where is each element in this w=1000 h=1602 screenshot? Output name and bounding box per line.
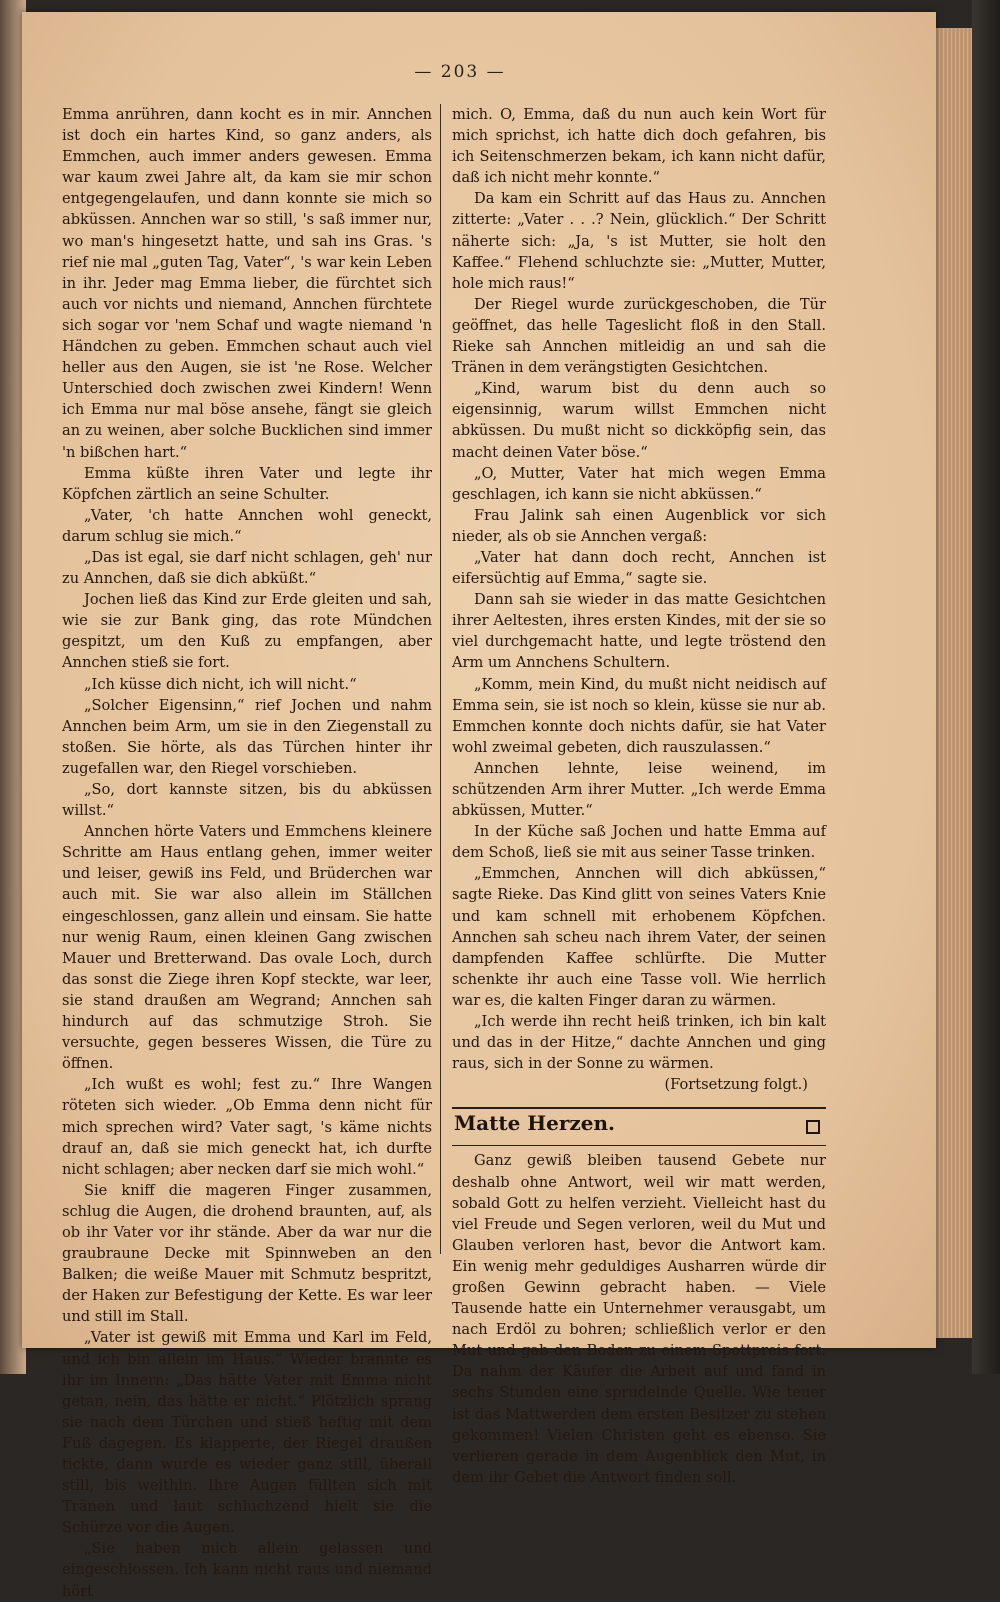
paragraph: „O, Mutter, Vater hat mich wegen Emma geschlagen, ich kann sie nicht abküssen.“ xyxy=(452,464,826,503)
paragraph: Dann sah sie wieder in das matte Gesichtchen ihrer Aeltesten, ihres ersten Kindes, mit der sie so viel durchgemacht hatte, und legte tröstend den Arm um Annchens Schultern. xyxy=(452,591,826,672)
paragraph: Da kam ein Schritt auf das Haus zu. Annchen zitterte: „Vater . . .? Nein, glücklich.“ Der Schritt näherte sich: „Ja, 's ist Mutter, sie holt den Kaffee.“ Flehend schluchzte sie: „Mutter, Mutter, hole mich raus!“ xyxy=(452,190,826,292)
page-stack-edge xyxy=(932,28,974,1338)
paragraph: „Sie haben mich allein gelassen und eingeschlossen. Ich kann nicht raus und niemand hört xyxy=(62,1540,432,1600)
paragraph: „Ich werde ihn recht heiß trinken, ich bin kalt und das in der Hitze,“ dachte Annchen und ging raus, sich in der Sonne zu wärmen. xyxy=(452,1013,826,1073)
paragraph: „Vater ist gewiß mit Emma und Karl im Feld, und ich bin allein im Haus.“ Wieder brannte es ihr im Innern: „Das hätte Vater mit Emma nicht getan, nein, das hätte er nicht.“ Plötzlich sprang sie nach dem Türchen und stieß heftig mit dem Fuß dagegen. Es klapperte, der Riegel draußen tickte, dann wurde es wieder ganz still, überall still, bis weithin. Ihre Augen füllten sich mit Tränen und laut schluchzend hielt sie die Schürze vor die Augen. xyxy=(62,1329,432,1537)
paragraph: „Vater hat dann doch recht, Annchen ist eifersüchtig auf Emma,“ sagte sie. xyxy=(452,548,826,588)
paragraph: Annchen lehnte, leise weinend, im schützenden Arm ihrer Mutter. „Ich werde Emma abküssen, Mutter.“ xyxy=(452,759,826,820)
paragraph: „Kind, warum bist du denn auch so eigensinnig, warum willst Emmchen nicht abküssen. Du mußt nicht so dickköpfig sein, das macht deinen Vater böse.“ xyxy=(452,380,826,461)
section-body: Ganz gewiß bleiben tausend Gebete nur deshalb ohne Antwort, weil wir matt werden, sobald Gott zu helfen verzieht. Vielleicht hast du viel Freude und Segen verloren, weil du Mut und Glauben verloren hast, bevor die Antwort kam. Ein wenig mehr geduldiges Ausharren würde dir großen Gewinn gebracht haben. — Viele Tausende hatte ein Unternehmer verausgabt, um nach Erdöl zu bohren; schließlich verlor er den Mut und gab den Boden zu einem Spottpreis fort. Da nahm der Käufer die Arbeit auf und fand in sechs Stunden eine sprudelnde Quelle. Wie teuer ist das Mattwerden dem ersten Besitzer zu stehen gekommen! Vielen Christen geht es ebenso. Sie verlieren gerade in dem Augenblick den Mut, in dem ihr Gebet die Antwort finden soll. xyxy=(452,1152,826,1486)
paragraph: „So, dort kannste sitzen, bis du abküssen willst.“ xyxy=(62,781,432,820)
paragraph: „Emmchen, Annchen will dich abküssen,“ sagte Rieke. Das Kind glitt von seines Vaters Knie und kam schnell mit erhobenem Köpfchen. Annchen sah scheu nach ihrem Vater, der seinen dampfenden Kaffee schlürfte. Die Mutter schenkte ihr auch eine Tasse voll. Wie herrlich war es, die kalten Finger daran zu wärmen. xyxy=(452,865,826,1009)
section-title: Matte Herzen. xyxy=(454,1111,616,1136)
paragraph: Jochen ließ das Kind zur Erde gleiten und sah, wie sie zur Bank ging, das rote Mündchen gespitzt, um den Kuß zu empfangen, aber Annchen stieß sie fort. xyxy=(62,591,432,672)
paragraph: „Das ist egal, sie darf nicht schlagen, geh' nur zu Annchen, daß sie dich abküßt.“ xyxy=(62,548,432,588)
paragraph: Emma anrühren, dann kocht es in mir. Annchen ist doch ein hartes Kind, so ganz anders, als Emmchen, auch immer anders gewesen. Emma war kaum zwei Jahre alt, da kam sie mir schon entgegengelaufen, und dann konnte sie mich so abküssen. Annchen war so still, 's saß immer nur, wo man's hingesetzt hatte, und sah ins Gras. 's rief nie mal „guten Tag, Vater“, 's war kein Leben in ihr. Jeder mag Emma lieber, die fürchtet sich auch vor nichts und niemand, Annchen fürchtete sich sogar vor 'nem Schaf und wagte niemand 'n Händchen zu geben. Emmchen schaut auch viel heller aus den Augen, sie ist 'ne Rose. Welcher Unterschied doch zwischen zwei Kindern! Wenn ich Emma nur mal böse ansehe, fängt sie gleich an zu weinen, aber solche Bucklichen sind immer 'n bißchen hart.“ xyxy=(62,106,432,461)
paragraph: Frau Jalink sah einen Augenblick vor sich nieder, als ob sie Annchen vergaß: xyxy=(452,506,826,545)
paragraph: „Ich wußt es wohl; fest zu.“ Ihre Wangen röteten sich wieder. „Ob Emma denn nicht für mich sprechen wird? Vater sagt, 's käme nichts drauf an, daß sie mich geneckt hat, ich durfte nicht schlagen; aber necken darf sie mich wohl.“ xyxy=(62,1076,432,1178)
paragraph: „Komm, mein Kind, du mußt nicht neidisch auf Emma sein, sie ist noch so klein, küsse sie nur ab. Emmchen konnte doch nichts dafür, sie hat Vater wohl zweimal gebeten, dich rauszulassen.“ xyxy=(452,675,826,756)
page-number: — 203 — xyxy=(414,62,506,82)
left-column xyxy=(62,104,432,1602)
paragraph: „Vater, 'ch hatte Annchen wohl geneckt, darum schlug sie mich.“ xyxy=(62,506,432,545)
paragraph: „Ich küsse dich nicht, ich will nicht.“ xyxy=(84,675,357,693)
paragraph: Sie kniff die mageren Finger zusammen, schlug die Augen, die drohend braunten, auf, als ob ihr Vater vor ihr stände. Aber da war nur die graubraune Decke mit Spinnweben an den Balken; die weiße Mauer mit Schmutz bespritzt, der Haken zur Befestigung der Kette. Es war leer und still im Stall. xyxy=(62,1181,432,1326)
paragraph: Der Riegel wurde zurückgeschoben, die Tür geöffnet, das helle Tageslicht floß in den Stall. Rieke sah Annchen mitleidig an und sah die Tränen in dem verängstigten Gesichtchen. xyxy=(452,295,826,377)
paragraph: „Solcher Eigensinn,“ rief Jochen und nahm Annchen beim Arm, um sie in den Ziegenstall zu stoßen. Sie hörte, als das Türchen hinter ihr zugefallen war, den Riegel vorschieben. xyxy=(62,696,432,777)
paragraph: Annchen hörte Vaters und Emmchens kleinere Schritte am Haus entlang gehen, immer weiter und leiser, gewiß ins Feld, und Brüderchen war auch mit. Sie war also allein im Ställchen eingeschlossen, ganz allein und einsam. Sie hatte nur wenig Raum, einen kleinen Gang zwischen Mauer und Bretterwand. Das ovale Loch, durch das sonst die Ziege ihren Kopf steckte, war leer, sie stand draußen am Wegrand; Annchen sah hindurch auf das schmutzige Stroh. Sie versuchte, gegen besseres Wissen, die Türe zu öffnen. xyxy=(62,823,432,1073)
book-cover-right xyxy=(972,0,1000,1374)
paragraph: In der Küche saß Jochen und hatte Emma auf dem Schoß, ließ sie mit aus seiner Tasse trinken. xyxy=(452,823,826,862)
column-divider xyxy=(440,104,441,1254)
section-header xyxy=(452,1107,826,1146)
paragraph: Emma küßte ihren Vater und legte ihr Köpfchen zärtlich an seine Schulter. xyxy=(62,464,432,503)
right-column xyxy=(452,104,826,1488)
paragraph: mich. O, Emma, daß du nun auch kein Wort für mich sprichst, ich hatte dich doch gefahren, bis ich Seitenschmerzen bekam, ich kann nicht dafür, daß ich nicht mehr konnte.“ xyxy=(452,106,826,187)
square-ornament-icon xyxy=(806,1120,820,1134)
continuation-note: (Fortsetzung folgt.) xyxy=(664,1076,808,1094)
